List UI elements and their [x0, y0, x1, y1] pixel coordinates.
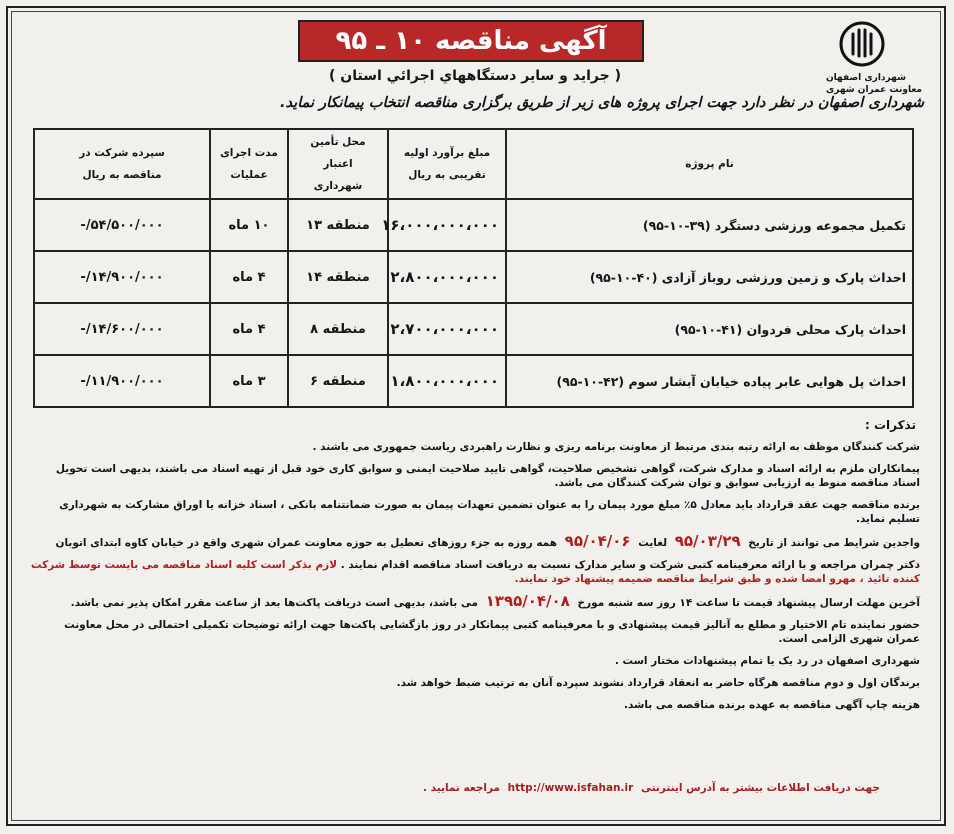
cell-estimate: ۲،۸۰۰،۰۰۰،۰۰۰: [388, 251, 506, 303]
page-title: آگهی مناقصه ۱۰ ـ ۹۵: [298, 20, 644, 62]
cell-duration: ۴ ماه: [210, 303, 288, 355]
deadline-date: ۱۳۹۵/۰۴/۰۸: [485, 592, 570, 610]
subtitle: ( جرايد و ساير دستگاههاي اجرائي استان ): [329, 68, 621, 84]
cell-estimate: ۱۶،۰۰۰،۰۰۰،۰۰۰: [388, 199, 506, 251]
intro-text: شهرداری اصفهان در نظر دارد جهت اجرای پروژه های زیر از طریق برگزاری مناقصه انتخاب پیمانکار نماید.: [280, 95, 924, 111]
note-document-period: واجدین شرایط می توانند از تاریخ ۹۵/۰۳/۲۹ لغایت ۹۵/۰۴/۰۶ همه روزه به جزء روزهای تعطیل به حوزه معاونت عمران شهری واقع در خیابان کاوه ابتدای اتوبان: [55, 532, 920, 550]
note-deadline: آخرین مهلت ارسال پیشنهاد قیمت تا ساعت ۱۴ روز سه شنبه مورخ ۱۳۹۵/۰۴/۰۸ می باشد، بدیهی است دریافت پاکت‌ها بعد از ساعت مقرر امکان پذیر نمی باشد.: [70, 592, 920, 610]
notes-heading: تذکرات :: [864, 418, 916, 432]
table-row: [34, 199, 913, 251]
website-link[interactable]: http://www.isfahan.ir: [507, 782, 634, 794]
note-guarantee: برنده مناقصه جهت عقد قرارداد باید معادل ۵٪ مبلغ مورد پیمان را به عنوان تضمین تعهدات پیمان به صورت ضمانتنامه بانکی ، اسناد خزانه یا اوراق مشارکت به شهرداری تسلیم نماید.: [59, 499, 920, 525]
cell-funding: منطقه ۸: [288, 303, 388, 355]
table-row: [34, 355, 913, 407]
cell-project-name: احداث پارک محلی فردوان (۴۱-۱۰-۹۵): [506, 303, 913, 355]
cell-project-name: احداث پارک و زمین ورزشی روباز آزادی (۴۰-۱۰-۹۵): [506, 251, 913, 303]
notes-section: [28, 440, 920, 720]
note-documents: پیمانکاران ملزم به ارائه اسناد و مدارک شرکت، گواهی تشخیص صلاحیت، گواهی تایید صلاحیت ایمنی و سوابق کاری خود قبل از تهیه اسناد می باشند، بدیهی است تحویل اسناد مناقصه منوط به ارزیابی سوابق و توان شرکت کنندگان می باشد.: [55, 463, 920, 489]
header-duration: مدت اجرای عملیات: [210, 129, 288, 199]
table-header-row: [34, 129, 913, 199]
cell-duration: ۴ ماه: [210, 251, 288, 303]
cell-duration: ۳ ماه: [210, 355, 288, 407]
cell-deposit: ۵۴/۵۰۰/۰۰۰/-: [34, 199, 210, 251]
header-estimate: مبلغ برآورد اولیه تقریبی به ریال: [388, 129, 506, 199]
cell-project-name: تکمیل مجموعه ورزشی دستگرد (۳۹-۱۰-۹۵): [506, 199, 913, 251]
note-winners: برندگان اول و دوم مناقصه هرگاه حاضر به انعقاد قرارداد نشوند سپرده آنان به ترتیب ضبط خواهد شد.: [396, 677, 920, 689]
note-rejection: شهرداری اصفهان در رد یک یا تمام پیشنهادات مختار است .: [614, 655, 920, 667]
cell-funding: منطقه ۶: [288, 355, 388, 407]
table-row: [34, 251, 913, 303]
note-referral: دکتر چمران مراجعه و با ارائه معرفینامه کتبی شرکت و سایر مدارک نسبت به دریافت اسناد مناقصه اقدام نمایند . لازم بذکر است کلیه اسناد مناقصه می بایست توسط شرکت کننده تائید ، مهرو امضا شده و طبق شرایط مناقصه ضمیمه پیشنهاد خود نمایند.: [31, 559, 920, 585]
cell-deposit: ۱۱/۹۰۰/۰۰۰/-: [34, 355, 210, 407]
cell-deposit: ۱۴/۹۰۰/۰۰۰/-: [34, 251, 210, 303]
cell-project-name: احداث پل هوایی عابر پیاده خیابان آبشار سوم (۴۲-۱۰-۹۵): [506, 355, 913, 407]
header-funding: محل تأمین اعتبار شهرداری: [288, 129, 388, 199]
projects-table: [33, 128, 914, 408]
start-date: ۹۵/۰۳/۲۹: [674, 532, 741, 550]
logo-line-2: معاونت عمران شهری: [826, 85, 922, 95]
note-grading: شرکت کنندگان موظف به ارائه رتبه بندی مرتبط از معاونت برنامه ریزی و نظارت راهبردی ریاست جمهوری می باشند .: [312, 441, 920, 453]
cell-duration: ۱۰ ماه: [210, 199, 288, 251]
note-ad-cost: هزینه چاپ آگهی مناقصه به عهده برنده مناقصه می باشد.: [623, 699, 920, 711]
cell-deposit: ۱۴/۶۰۰/۰۰۰/-: [34, 303, 210, 355]
end-date: ۹۵/۰۴/۰۶: [564, 532, 631, 550]
cell-funding: منطقه ۱۴: [288, 251, 388, 303]
contact-line: جهت دریافت اطلاعات بیشتر به آدرس اینترنتی http://www.isfahan.ir مراجعه نمایید .: [423, 782, 880, 794]
header-project-name: نام پروژه: [506, 129, 913, 199]
municipality-logo: [826, 20, 922, 96]
isfahan-emblem-icon: [838, 20, 886, 68]
cell-estimate: ۲،۷۰۰،۰۰۰،۰۰۰: [388, 303, 506, 355]
header-deposit: سپرده شرکت در مناقصه به ریال: [34, 129, 210, 199]
logo-line-1: شهرداری اصفهان: [826, 73, 906, 83]
cell-funding: منطقه ۱۳: [288, 199, 388, 251]
table-row: [34, 303, 913, 355]
note-referral-emphasis: لازم بذکر است کلیه اسناد مناقصه می بایست توسط شرکت کننده تائید ، مهرو امضا شده و طبق شرایط مناقصه ضمیمه پیشنهاد خود نمایند.: [31, 559, 920, 585]
note-representative: حضور نماینده تام الاختیار و مطلع به آنالیز قیمت پیشنهادی و با معرفینامه کتبی پیمانکار در روز بازگشایی پاکت‌ها جهت ارائه توضیحات تکمیلی احتمالی در محل معاونت عمران شهری الزامی است.: [64, 619, 920, 645]
cell-estimate: ۱،۸۰۰،۰۰۰،۰۰۰: [388, 355, 506, 407]
